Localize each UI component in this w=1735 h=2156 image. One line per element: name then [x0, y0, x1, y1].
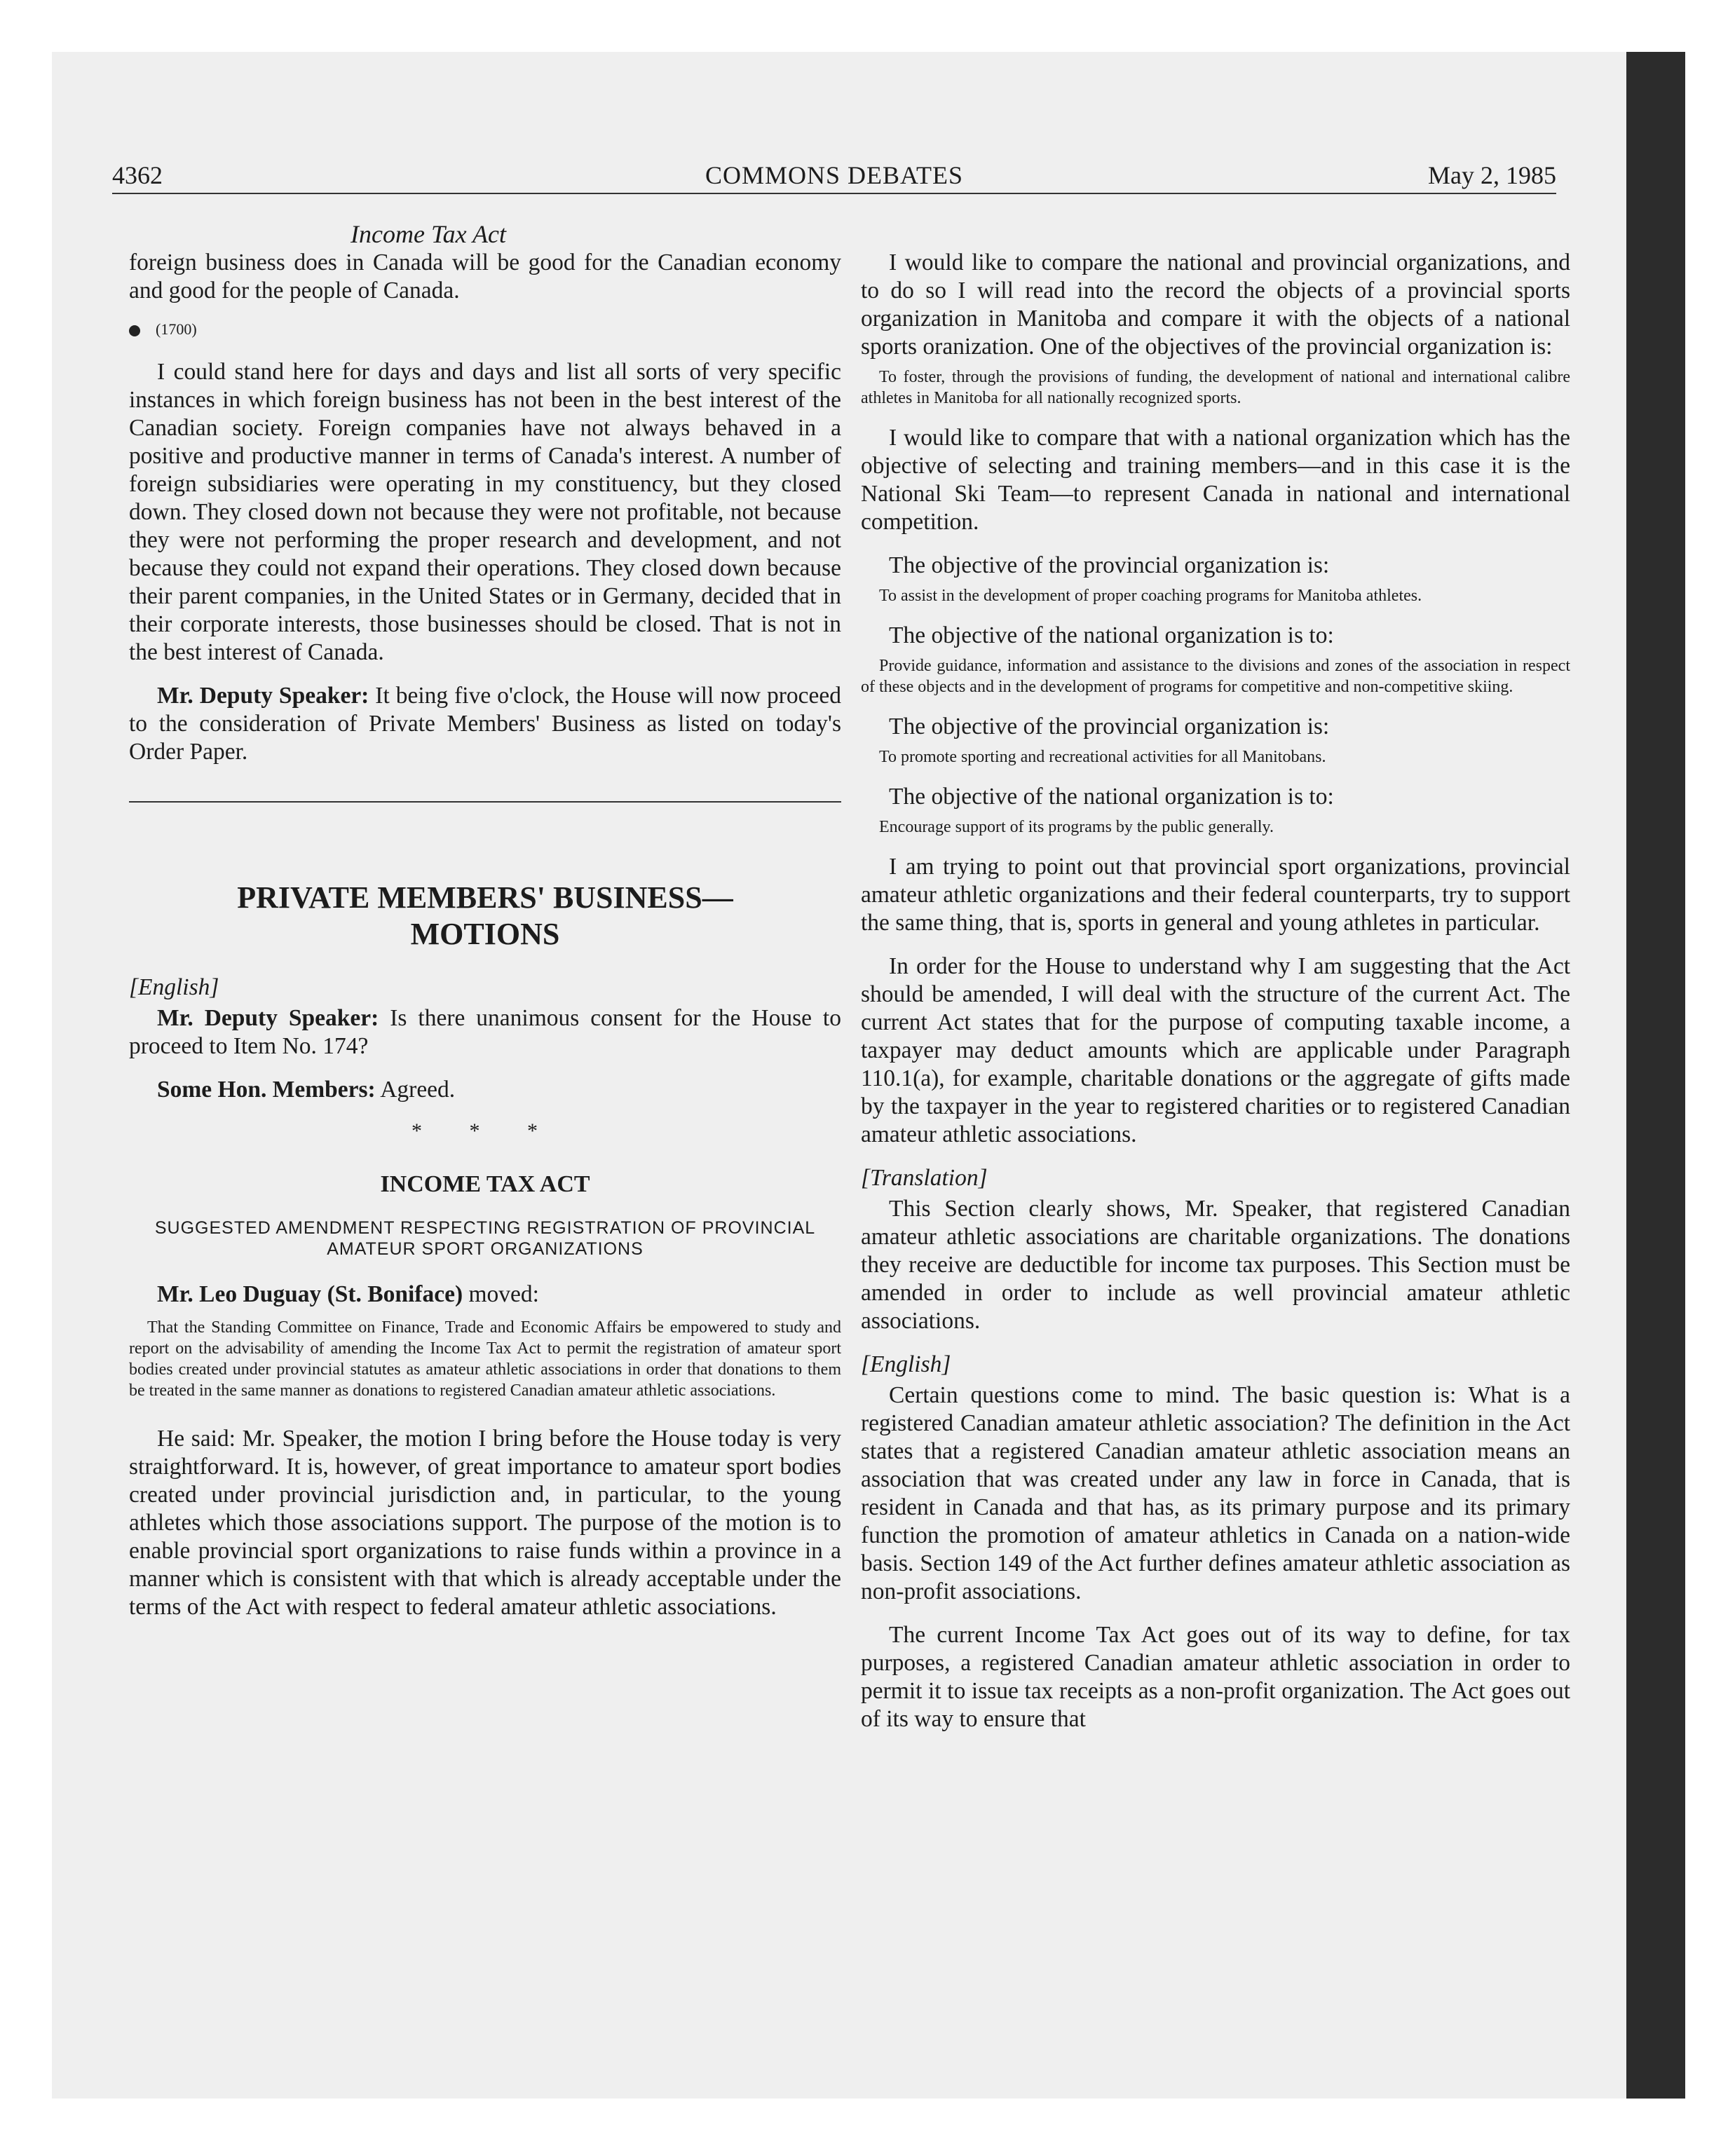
- paragraph: The objective of the provincial organization is:: [889, 714, 1330, 739]
- section-title: [129, 880, 841, 953]
- paragraph: The objective of the provincial organization is:: [889, 552, 1330, 578]
- paragraph: [129, 1281, 841, 1309]
- page-number: 4362: [112, 161, 163, 189]
- motion-text: That the Standing Committee on Finance, Trade and Economic Affairs be empowered to study and report on the advisability of amending the Income Tax Act to permit the registration of amateur sport bodies created under provincial statutes as amateur athletic associations in order that donations to them be treated in the same manner as donations to registered Canadian amateur athletic associations.: [129, 1318, 841, 1400]
- page-header: [112, 158, 1556, 194]
- paragraph: I would like to compare the national and provincial organizations, and to do so I will read into the record the objects of a provincial sports organization in Manitoba and compare it with the objects of a national sports oranization. One of the objectives of the provincial organization is:: [861, 250, 1570, 360]
- quotation: To promote sporting and recreational activities for all Manitobans.: [879, 748, 1326, 766]
- subheading: INCOME TAX ACT: [380, 1171, 590, 1197]
- journal-title: COMMONS DEBATES: [705, 161, 964, 189]
- bullet-icon: [129, 325, 140, 336]
- paragraph: [129, 1076, 841, 1104]
- speaker-name: Mr. Leo Duguay (St. Boniface): [157, 1281, 463, 1307]
- speech-text: Agreed.: [375, 1077, 456, 1103]
- language-marker: [Translation]: [861, 1165, 988, 1191]
- paragraph: He said: Mr. Speaker, the motion I bring before the House today is very straightforward. It is, however, of great importance to amateur sport bodies created under provincial jurisdiction and, in particular, to the young athletes which those associations support. The purpose of the motion is to enable provincial sport organizations to raise funds within a province in a manner which is consistent with that which is already acceptable under the terms of the Act with respect to federal amateur athletic associations.: [129, 1426, 841, 1620]
- left-column: [129, 249, 841, 1637]
- page-date: May 2, 1985: [1428, 161, 1556, 189]
- paragraph: [129, 1004, 841, 1060]
- language-marker: [English]: [861, 1351, 951, 1377]
- running-title: Income Tax Act: [351, 220, 506, 248]
- speaker-name: Mr. Deputy Speaker:: [157, 1005, 379, 1031]
- speech-text: Is there unanimous consent for the House to proceed to Item No. 174?: [129, 1005, 841, 1059]
- speech-text: It being five o'clock, the House will now proceed to the consideration of Private Members' Business as listed on today's Order Paper.: [129, 683, 841, 765]
- paragraph: The current Income Tax Act goes out of its way to define, for tax purposes, a registered Canadian amateur athletic association in order to permit it to issue tax receipts as a non-profit organization. The Act goes out of its way to ensure that: [861, 1622, 1570, 1732]
- section-title-line: MOTIONS: [410, 917, 560, 951]
- quotation: Encourage support of its programs by the public generally.: [879, 818, 1274, 836]
- document-page: [112, 158, 1570, 1732]
- language-marker: [English]: [129, 974, 219, 1000]
- paragraph: I would like to compare that with a national organization which has the objective of selecting and training members—and in this case it is the National Ski Team—to represent Canada in national and international competition.: [861, 425, 1570, 535]
- paragraph: The objective of the national organization is to:: [889, 784, 1334, 810]
- paragraph: I am trying to point out that provincial sport organizations, provincial amateur athletic organizations and their federal counterparts, try to support the same thing, that is, sports in general and young athletes in particular.: [861, 854, 1570, 936]
- quotation: Provide guidance, information and assistance to the divisions and zones of the association in respect of these objects and in the development of programs for competitive and non-competitive skiing.: [861, 657, 1570, 696]
- scan-edge-bar: [1626, 52, 1685, 2099]
- section-title-line: PRIVATE MEMBERS' BUSINESS—: [237, 880, 733, 915]
- quotation: To foster, through the provisions of funding, the development of national and international calibre athletes in Manitoba for all nationally recognized sports.: [861, 368, 1570, 407]
- separator-stars: * * *: [411, 1119, 559, 1142]
- quotation: To assist in the development of proper coaching programs for Manitoba athletes.: [879, 587, 1422, 605]
- paragraph: This Section clearly shows, Mr. Speaker, that registered Canadian amateur athletic associations are charitable organizations. The donations they receive are deductible for income tax purposes. This Section must be amended in order to include as well provincial amateur athletic associations.: [861, 1196, 1570, 1334]
- time-marker: [129, 320, 841, 339]
- paragraph: Certain questions come to mind. The basic question is: What is a registered Canadian amateur athletic association? The definition in the Act states that a registered Canadian amateur athletic association means an association that was created under any law in force in Canada, that is resident in Canada and that has, as its primary purpose and its primary function the promotion of amateur athletics in Canada on a nation-wide basis. Section 149 of the Act further defines amateur athletic association as non-profit associations.: [861, 1382, 1570, 1604]
- speaker-name: Mr. Deputy Speaker:: [157, 683, 369, 709]
- paragraph: The objective of the national organization is to:: [889, 622, 1334, 648]
- subsubheading: SUGGESTED AMENDMENT RESPECTING REGISTRATION OF PROVINCIAL AMATEUR SPORT ORGANIZATIONS: [154, 1218, 816, 1259]
- paragraph: In order for the House to understand why I am suggesting that the Act should be amended, I will deal with the structure of the current Act. The current Act states that for the purpose of computing taxable income, a taxpayer may deduct amounts which are applicable under Paragraph 110.1(a), for example, charitable donations or the aggregate of gifts made by the taxpayer in the year to registered charities or to registered Canadian amateur athletic associations.: [861, 953, 1570, 1147]
- speaker-name: Some Hon. Members:: [157, 1077, 376, 1103]
- paragraph: [129, 682, 841, 766]
- time-label: (1700): [156, 320, 197, 338]
- paragraph: I could stand here for days and days and list all sorts of very specific instances in which foreign business has not been in the best interest of the Canadian society. Foreign companies have not always behaved in a positive and productive manner in terms of Canada's interest. A number of foreign subsidiaries were operating in my constituency, but they closed down. They closed down not because they were not profitable, not because they were not performing the proper research and development, and not because they could not expand their operations. They closed down because their parent companies, in the United States or in Germany, decided that in their corporate interests, those businesses should be closed. That is not in the best interest of Canada.: [129, 359, 841, 665]
- speech-text: moved:: [463, 1281, 539, 1307]
- section-divider: [129, 801, 841, 803]
- right-column: [861, 249, 1570, 1749]
- paragraph: foreign business does in Canada will be good for the Canadian economy and good for the people of Canada.: [129, 250, 841, 303]
